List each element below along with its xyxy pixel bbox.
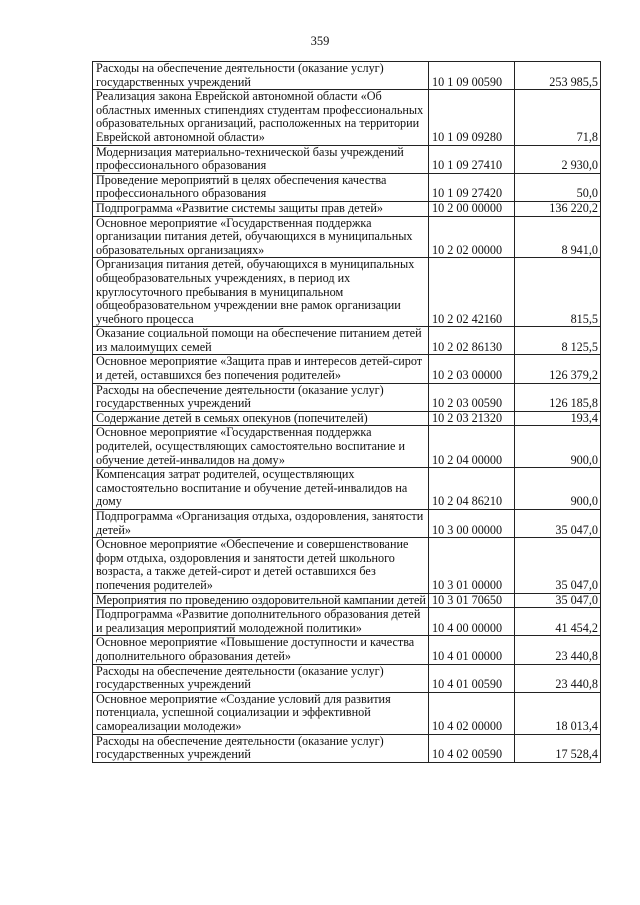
amount: 35 047,0 [515, 510, 601, 538]
budget-code: 10 2 03 21320 [429, 411, 515, 426]
expense-name: Компенсация затрат родителей, осуществляющих самостоятельно воспитание и обучение детей-инвалидов на дому [93, 468, 429, 510]
amount: 126 379,2 [515, 355, 601, 383]
budget-code: 10 3 01 00000 [429, 538, 515, 593]
expense-name: Проведение мероприятий в целях обеспечения качества профессионального образования [93, 173, 429, 201]
amount: 71,8 [515, 90, 601, 145]
table-row [93, 201, 601, 216]
expense-name: Оказание социальной помощи на обеспечение питанием детей из малоимущих семей [93, 327, 429, 355]
expense-name: Расходы на обеспечение деятельности (оказание услуг) государственных учреждений [93, 664, 429, 692]
budget-code: 10 1 09 27420 [429, 173, 515, 201]
table-row [93, 692, 601, 734]
table-row [93, 538, 601, 593]
amount: 17 528,4 [515, 734, 601, 762]
table-row [93, 327, 601, 355]
budget-code: 10 4 02 00000 [429, 692, 515, 734]
table-row [93, 62, 601, 90]
table-row [93, 90, 601, 145]
budget-code: 10 2 02 42160 [429, 258, 515, 327]
expense-name: Подпрограмма «Развитие дополнительного образования детей и реализация мероприятий молодежной политики» [93, 608, 429, 636]
expense-name: Основное мероприятие «Государственная поддержка организации питания детей, обучающихся в муниципальных образовательных организациях» [93, 216, 429, 258]
budget-code: 10 2 02 86130 [429, 327, 515, 355]
budget-code: 10 2 03 00000 [429, 355, 515, 383]
expense-name: Подпрограмма «Организация отдыха, оздоровления, занятости детей» [93, 510, 429, 538]
budget-code: 10 4 02 00590 [429, 734, 515, 762]
budget-code: 10 2 04 86210 [429, 468, 515, 510]
table-row [93, 608, 601, 636]
table-row [93, 664, 601, 692]
table-row [93, 510, 601, 538]
table-row [93, 145, 601, 173]
expense-name: Расходы на обеспечение деятельности (оказание услуг) государственных учреждений [93, 734, 429, 762]
table-row [93, 258, 601, 327]
expense-name: Организация питания детей, обучающихся в муниципальных общеобразовательных учреждениях, в период их круглосуточного пребывания в муниципальном общеобразовательном учреждении вне рамок организации учебного процесса [93, 258, 429, 327]
expense-name: Модернизация материально-технической базы учреждений профессионального образования [93, 145, 429, 173]
table-row [93, 173, 601, 201]
table-row [93, 383, 601, 411]
table-row [93, 216, 601, 258]
amount: 8 941,0 [515, 216, 601, 258]
budget-table [92, 61, 601, 763]
amount: 23 440,8 [515, 664, 601, 692]
budget-code: 10 3 00 00000 [429, 510, 515, 538]
budget-code: 10 4 01 00590 [429, 664, 515, 692]
amount: 18 013,4 [515, 692, 601, 734]
budget-code: 10 2 04 00000 [429, 426, 515, 468]
table-row [93, 468, 601, 510]
expense-name: Основное мероприятие «Государственная поддержка родителей, осуществляющих самостоятельно воспитание и обучение детей-инвалидов на дому» [93, 426, 429, 468]
amount: 126 185,8 [515, 383, 601, 411]
amount: 2 930,0 [515, 145, 601, 173]
budget-code: 10 3 01 70650 [429, 593, 515, 608]
amount: 815,5 [515, 258, 601, 327]
table-row [93, 355, 601, 383]
budget-code: 10 2 02 00000 [429, 216, 515, 258]
page-number: 359 [310, 34, 330, 48]
amount: 253 985,5 [515, 62, 601, 90]
amount: 8 125,5 [515, 327, 601, 355]
budget-code: 10 1 09 27410 [429, 145, 515, 173]
amount: 50,0 [515, 173, 601, 201]
amount: 41 454,2 [515, 608, 601, 636]
expense-name: Содержание детей в семьях опекунов (попечителей) [93, 411, 429, 426]
table-row [93, 593, 601, 608]
table-row [93, 636, 601, 664]
expense-name: Основное мероприятие «Создание условий для развития потенциала, успешной социализации и эффективной самореализации молодежи» [93, 692, 429, 734]
amount: 900,0 [515, 468, 601, 510]
table-row [93, 426, 601, 468]
amount: 900,0 [515, 426, 601, 468]
expense-name: Основное мероприятие «Обеспечение и совершенствование форм отдыха, оздоровления и занятости детей школьного возраста, а также детей-сирот и детей оставшихся без попечения родителей» [93, 538, 429, 593]
amount: 35 047,0 [515, 593, 601, 608]
amount: 193,4 [515, 411, 601, 426]
budget-table-body [93, 62, 601, 763]
budget-code: 10 4 01 00000 [429, 636, 515, 664]
expense-name: Реализация закона Еврейской автономной области «Об областных именных стипендиях студентам профессиональных образовательных организаций, расположенных на территории Еврейской автономной области» [93, 90, 429, 145]
expense-name: Расходы на обеспечение деятельности (оказание услуг) государственных учреждений [93, 383, 429, 411]
expense-name: Основное мероприятие «Повышение доступности и качества дополнительного образования детей» [93, 636, 429, 664]
expense-name: Мероприятия по проведению оздоровительной кампании детей [93, 593, 429, 608]
budget-code: 10 2 00 00000 [429, 201, 515, 216]
amount: 136 220,2 [515, 201, 601, 216]
budget-code: 10 4 00 00000 [429, 608, 515, 636]
budget-code: 10 2 03 00590 [429, 383, 515, 411]
amount: 23 440,8 [515, 636, 601, 664]
expense-name: Расходы на обеспечение деятельности (оказание услуг) государственных учреждений [93, 62, 429, 90]
amount: 35 047,0 [515, 538, 601, 593]
table-row [93, 734, 601, 762]
budget-code: 10 1 09 00590 [429, 62, 515, 90]
expense-name: Подпрограмма «Развитие системы защиты прав детей» [93, 201, 429, 216]
expense-name: Основное мероприятие «Защита прав и интересов детей-сирот и детей, оставшихся без попечения родителей» [93, 355, 429, 383]
budget-code: 10 1 09 09280 [429, 90, 515, 145]
table-row [93, 411, 601, 426]
